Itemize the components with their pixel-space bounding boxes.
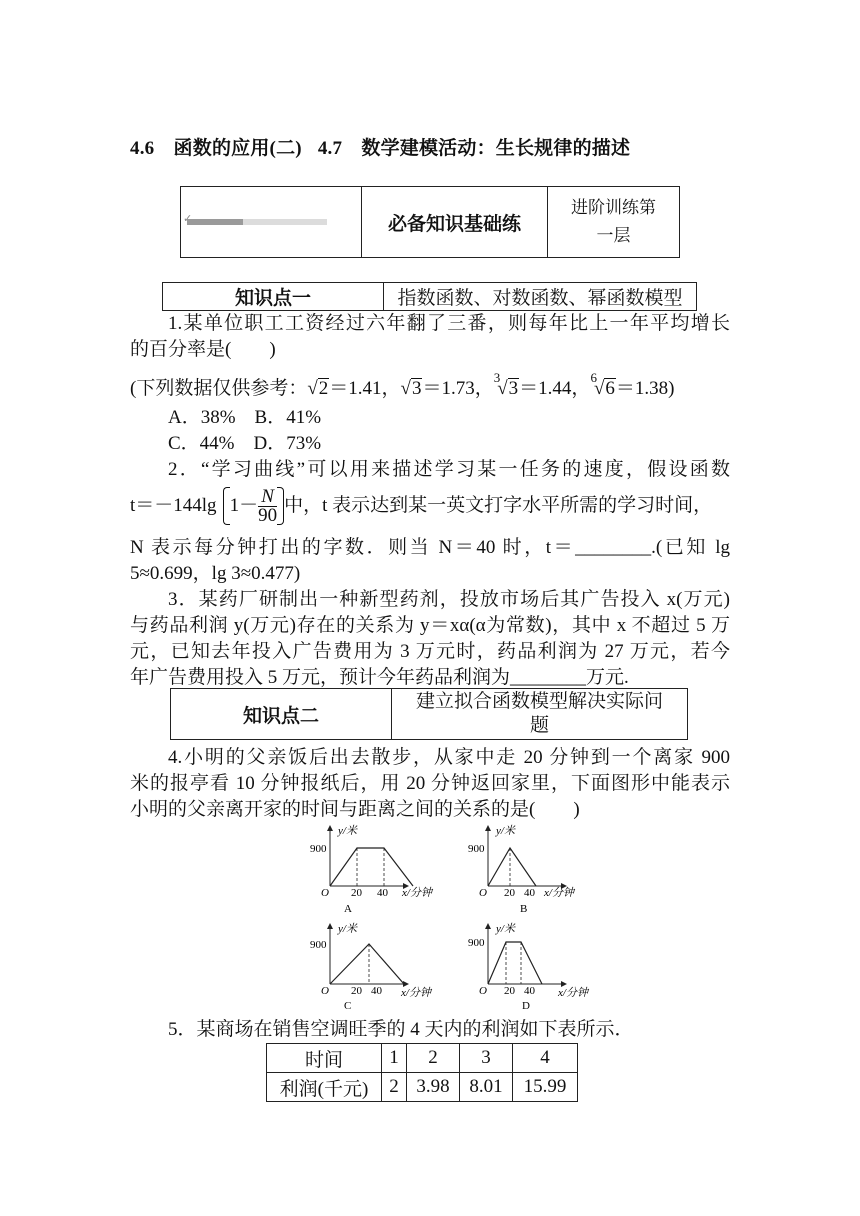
q2-line4: 5≈0.699，lg 3≈0.477) [130, 563, 301, 584]
table-cell: 4 [513, 1044, 578, 1073]
graph-d-y-tick: 900 [468, 937, 485, 949]
table-cell: 2 [407, 1044, 460, 1073]
kp2-topic: 建立拟合函数模型解决实际问 题 [392, 689, 688, 740]
graph-c-caption: C [344, 1000, 352, 1012]
graph-d [468, 922, 590, 1012]
q4-line3: 小明的父亲离开家的时间与距离之间的关系的是( ) [130, 799, 580, 820]
table-cell: 2 [382, 1073, 407, 1102]
graph-c-x-label: x/分钟 [401, 987, 431, 999]
graph-a-x-tick-20: 20 [351, 887, 362, 899]
graph-c [310, 922, 433, 1012]
q1-line1: 1.某单位职工工资经过六年翻了三番，则每年比上一年平均增长 [168, 313, 730, 334]
table-cell: 3.98 [407, 1073, 460, 1102]
graph-c-y-label: y/米 [338, 923, 357, 935]
q1-line2: 的百分率是( ) [130, 339, 276, 360]
q4-line2: 米的报亭看 10 分钟报纸后，用 20 分钟返回家里，下面图形中能表示 [130, 773, 730, 794]
q1-reference: (下列数据仅供参考：√2＝1.41，√3＝1.73，$^3$√3＝1.44，$^6$√6＝1.38) [130, 370, 675, 399]
q2-formula-line: t＝－144lg 1－ $\frac{N}{90}$ 中，t 表示达到某一英文打字水平所需的学习时间， [130, 485, 713, 526]
q3-line4: 年广告费用投入 5 万元，预计今年药品利润为________万元. [130, 667, 629, 688]
graph-a-y-label: y/米 [338, 825, 357, 837]
graph-a-x-label: x/分钟 [402, 887, 432, 899]
q2-line1: 2．“学习曲线”可以用来描述学习某一任务的速度，假设函数 [168, 459, 730, 480]
graph-b-x-tick-20: 20 [504, 887, 515, 899]
profit-table [266, 1043, 578, 1102]
section-name: 必备知识基础练 [362, 187, 548, 258]
q3-line3: 元，已知去年投入广告费用为 3 万元时，药品利润为 27 万元，若今 [130, 641, 730, 662]
graph-d-x-label: x/分钟 [558, 987, 588, 999]
table-cell: 15.99 [513, 1073, 578, 1102]
graph-a-origin: O [321, 887, 329, 899]
graph-b-x-tick-40: 40 [524, 887, 535, 899]
training-level-line2: 一层 [596, 226, 631, 245]
title-part-1: 4.6 函数的应用(二) [130, 138, 302, 159]
progress-bar [183, 212, 327, 225]
kp2-label: 知识点二 [171, 689, 392, 740]
table-row [267, 1044, 578, 1073]
graph-b-y-label: y/米 [496, 825, 515, 837]
table-cell: 1 [382, 1044, 407, 1073]
graph-a-x-tick-40: 40 [377, 887, 388, 899]
q4-line1: 4.小明的父亲饭后出去散步，从家中走 20 分钟到一个离家 900 [168, 747, 730, 768]
kp1-topic: 指数函数、对数函数、幂函数模型 [384, 283, 697, 311]
graph-b-origin: O [479, 887, 487, 899]
graph-d-y-label: y/米 [496, 923, 515, 935]
table-cell: 3 [460, 1044, 513, 1073]
knowledge-point-2 [170, 688, 688, 740]
progress-cell [181, 187, 362, 258]
graph-d-x-tick-20: 20 [504, 985, 515, 997]
graph-a [310, 824, 434, 915]
q1-options-cd: C．44% D．73% [168, 433, 322, 454]
q3-line1: 3．某药厂研制出一种新型药剂，投放市场后其广告投入 x(万元) [168, 589, 730, 610]
q5-line1: 5．某商场在销售空调旺季的 4 天内的利润如下表所示． [168, 1019, 634, 1040]
q1-options-ab: A．38% B．41% [168, 407, 322, 428]
graph-b-y-tick: 900 [468, 843, 485, 855]
graph-a-y-tick: 900 [310, 843, 327, 855]
graph-b-caption: B [520, 903, 528, 915]
table-row-label: 利润(千元) [267, 1073, 382, 1102]
check-icon: ✓ [183, 212, 193, 225]
progress-bar-fill [187, 219, 243, 225]
graph-b-x-label: x/分钟 [544, 887, 574, 899]
q3-line2: 与药品利润 y(万元)存在的关系为 y＝xα(α为常数)，其中 x 不超过 5 万 [130, 615, 730, 636]
training-level-line1: 进阶训练第 [571, 198, 656, 217]
table-cell: 8.01 [460, 1073, 513, 1102]
table-row [267, 1073, 578, 1102]
graph-d-caption: D [522, 1000, 530, 1012]
graph-a-caption: A [344, 903, 352, 915]
q2-line3: N 表示每分钟打出的字数．则当 N＝40 时，t＝________.(已知 lg [130, 537, 730, 558]
graph-c-x-tick-40: 40 [371, 985, 382, 997]
graph-b [468, 824, 576, 915]
q4-graphs [300, 822, 600, 1018]
graph-d-x-tick-40: 40 [524, 985, 535, 997]
kp1-label: 知识点一 [163, 283, 384, 311]
training-level [548, 187, 680, 258]
graph-c-origin: O [321, 985, 329, 997]
graph-c-y-tick: 900 [310, 939, 327, 951]
section-header-box [180, 186, 680, 258]
page-title [130, 133, 630, 160]
graph-d-origin: O [479, 985, 487, 997]
knowledge-point-1 [162, 282, 697, 311]
graph-c-x-tick-20: 20 [351, 985, 362, 997]
table-header-label: 时间 [267, 1044, 382, 1073]
title-part-2: 4.7 数学建模活动：生长规律的描述 [317, 138, 631, 159]
